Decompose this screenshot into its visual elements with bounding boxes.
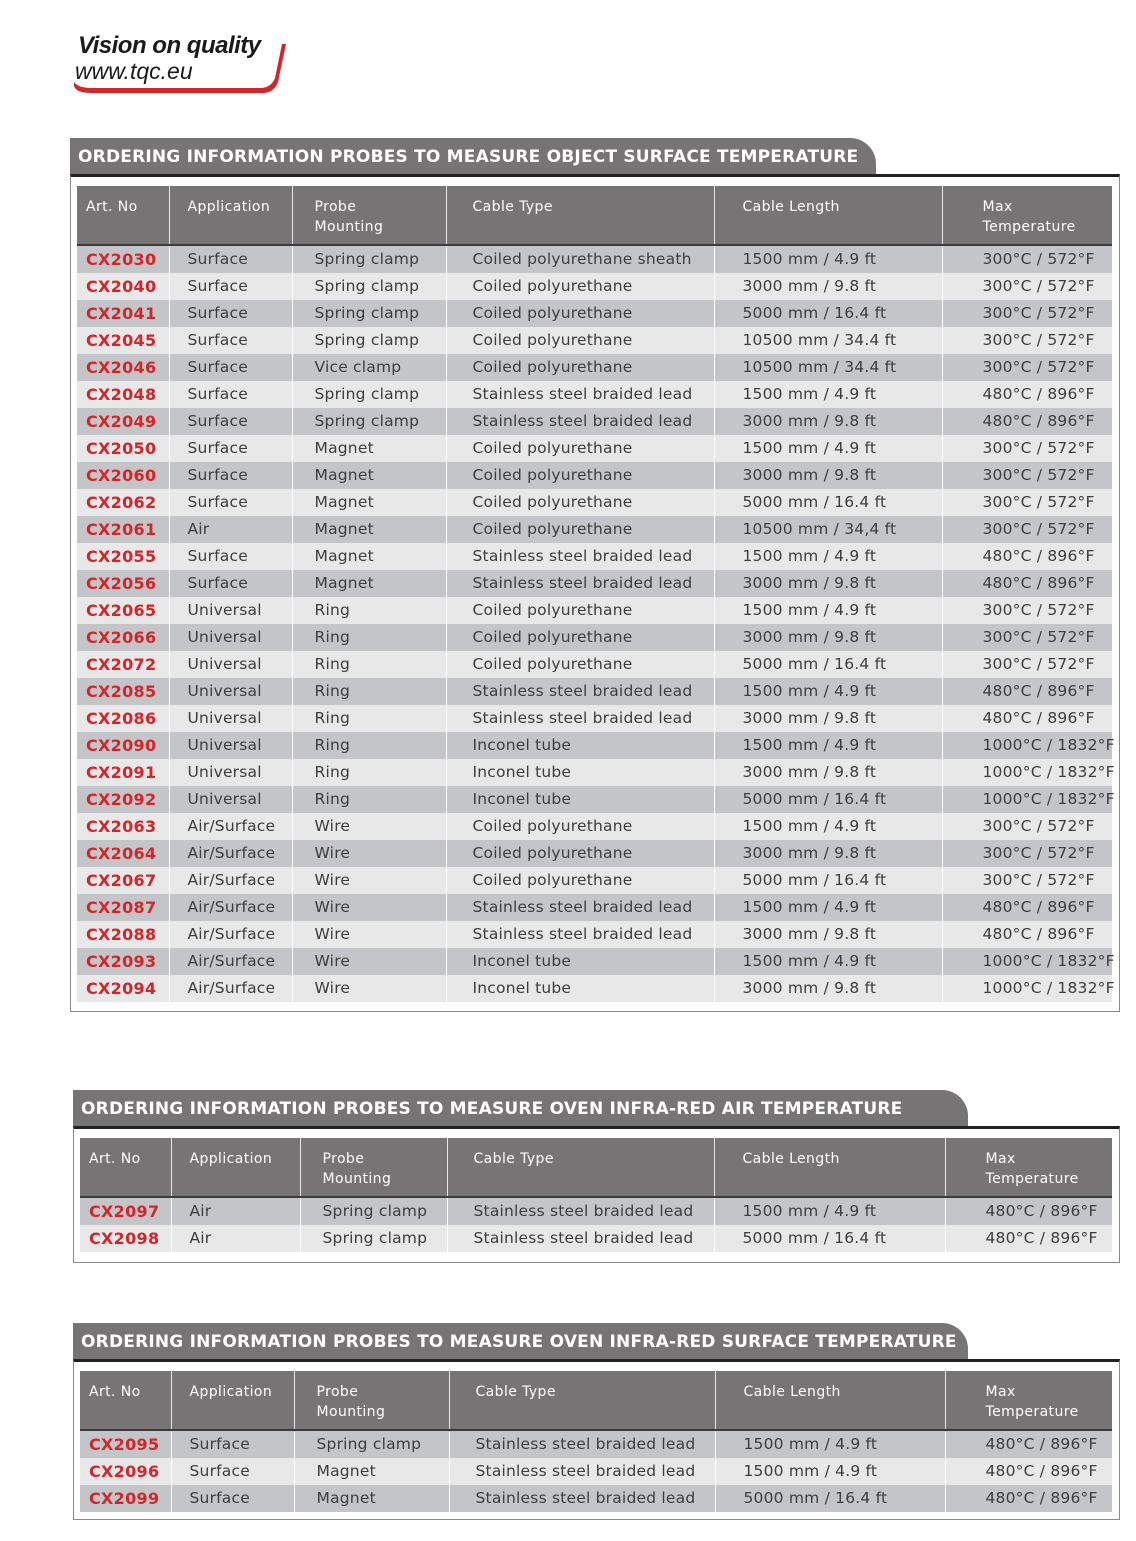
cell-max-temperature: 1000°C / 1832°F: [942, 948, 1112, 975]
column-header-max-temperature: [942, 186, 1112, 245]
section-title: ORDERING INFORMATION PROBES TO MEASURE OVEN INFRA-RED AIR TEMPERATURE: [73, 1090, 968, 1126]
cell-probe-mounting: Spring clamp: [294, 1430, 449, 1458]
cell-max-temperature: 300°C / 572°F: [942, 273, 1112, 300]
cell-probe-mounting: Magnet: [294, 1485, 449, 1512]
column-header-application: [169, 186, 292, 245]
column-header-label: Cable Type: [473, 1151, 554, 1167]
cell-cable-type: Stainless steel braided lead: [446, 408, 714, 435]
cell-cable-type: Coiled polyurethane: [446, 516, 714, 543]
cell-cable-length: 1500 mm / 4.9 ft: [714, 543, 942, 570]
cell-probe-mounting: Ring: [292, 786, 446, 813]
cell-cable-length: 1500 mm / 4.9 ft: [714, 732, 942, 759]
table-row: [77, 300, 1112, 327]
cell-art-no: CX2096: [80, 1458, 171, 1485]
cell-cable-length: 1500 mm / 4.9 ft: [715, 1458, 945, 1485]
cell-max-temperature: 300°C / 572°F: [942, 489, 1112, 516]
cell-cable-type: Inconel tube: [446, 786, 714, 813]
column-header-label: Mounting: [316, 1404, 386, 1420]
cell-cable-type: Stainless steel braided lead: [446, 894, 714, 921]
cell-probe-mounting: Magnet: [292, 543, 446, 570]
cell-probe-mounting: Ring: [292, 624, 446, 651]
cell-cable-type: Stainless steel braided lead: [446, 570, 714, 597]
column-header-probe-mounting: [292, 186, 446, 245]
cell-cable-type: Stainless steel braided lead: [449, 1458, 715, 1485]
table-row: [77, 570, 1112, 597]
column-header-label: Application: [187, 199, 271, 215]
column-header-art-no: [80, 1138, 171, 1197]
ordering-table: [80, 1371, 1112, 1512]
cell-cable-type: Coiled polyurethane: [446, 327, 714, 354]
column-header-label: Temperature: [982, 219, 1076, 235]
cell-max-temperature: 1000°C / 1832°F: [942, 759, 1112, 786]
cell-cable-type: Coiled polyurethane sheath: [446, 245, 714, 273]
column-header-label: Temperature: [985, 1404, 1079, 1420]
cell-cable-length: 1500 mm / 4.9 ft: [714, 245, 942, 273]
cell-max-temperature: 1000°C / 1832°F: [942, 786, 1112, 813]
cell-cable-type: Coiled polyurethane: [446, 624, 714, 651]
cell-cable-type: Coiled polyurethane: [446, 354, 714, 381]
section-title: ORDERING INFORMATION PROBES TO MEASURE OVEN INFRA-RED SURFACE TEMPERATURE: [73, 1323, 968, 1359]
cell-cable-length: 3000 mm / 9.8 ft: [714, 921, 942, 948]
cell-cable-type: Inconel tube: [446, 759, 714, 786]
column-header-label: Probe: [322, 1151, 365, 1167]
cell-cable-type: Stainless steel braided lead: [446, 381, 714, 408]
cell-max-temperature: 480°C / 896°F: [942, 543, 1112, 570]
column-header-application: [171, 1138, 300, 1197]
cell-probe-mounting: Spring clamp: [292, 273, 446, 300]
table-row: [77, 354, 1112, 381]
cell-probe-mounting: Wire: [292, 867, 446, 894]
cell-art-no: CX2063: [77, 813, 169, 840]
cell-max-temperature: 480°C / 896°F: [945, 1485, 1112, 1512]
cell-probe-mounting: Magnet: [292, 435, 446, 462]
cell-cable-length: 5000 mm / 16.4 ft: [714, 1225, 945, 1252]
cell-cable-length: 5000 mm / 16.4 ft: [714, 651, 942, 678]
table-row: [77, 489, 1112, 516]
cell-probe-mounting: Spring clamp: [300, 1225, 447, 1252]
table-row: [80, 1458, 1112, 1485]
table-row: [77, 245, 1112, 273]
cell-application: Air/Surface: [169, 975, 292, 1002]
table-row: [77, 975, 1112, 1002]
cell-probe-mounting: Ring: [292, 759, 446, 786]
cell-probe-mounting: Spring clamp: [292, 381, 446, 408]
cell-max-temperature: 300°C / 572°F: [942, 435, 1112, 462]
cell-art-no: CX2072: [77, 651, 169, 678]
cell-cable-type: Coiled polyurethane: [446, 867, 714, 894]
cell-max-temperature: 480°C / 896°F: [945, 1225, 1112, 1252]
cell-art-no: CX2099: [80, 1485, 171, 1512]
cell-cable-length: 10500 mm / 34.4 ft: [714, 354, 942, 381]
cell-art-no: CX2061: [77, 516, 169, 543]
header-row: [77, 186, 1112, 245]
column-header-art-no: [77, 186, 169, 245]
cell-max-temperature: 1000°C / 1832°F: [942, 732, 1112, 759]
cell-art-no: CX2046: [77, 354, 169, 381]
cell-art-no: CX2098: [80, 1225, 171, 1252]
cell-application: Air/Surface: [169, 840, 292, 867]
cell-max-temperature: 300°C / 572°F: [942, 840, 1112, 867]
cell-probe-mounting: Wire: [292, 840, 446, 867]
cell-art-no: CX2050: [77, 435, 169, 462]
cell-application: Surface: [169, 327, 292, 354]
column-header-probe-mounting: [294, 1371, 449, 1430]
cell-cable-length: 1500 mm / 4.9 ft: [714, 435, 942, 462]
cell-art-no: CX2045: [77, 327, 169, 354]
cell-art-no: CX2040: [77, 273, 169, 300]
table-row: [80, 1430, 1112, 1458]
column-header-label: Cable Type: [475, 1384, 556, 1400]
column-header-label: Probe: [314, 199, 357, 215]
ordering-table: [77, 186, 1115, 1002]
cell-cable-length: 5000 mm / 16.4 ft: [714, 489, 942, 516]
cell-cable-type: Stainless steel braided lead: [446, 678, 714, 705]
cell-cable-type: Coiled polyurethane: [446, 651, 714, 678]
cell-cable-length: 5000 mm / 16.4 ft: [714, 300, 942, 327]
cell-cable-length: 3000 mm / 9.8 ft: [714, 570, 942, 597]
cell-cable-length: 3000 mm / 9.8 ft: [714, 273, 942, 300]
cell-application: Air/Surface: [169, 867, 292, 894]
cell-art-no: CX2066: [77, 624, 169, 651]
cell-art-no: CX2056: [77, 570, 169, 597]
table-row: [80, 1225, 1112, 1252]
cell-cable-type: Coiled polyurethane: [446, 435, 714, 462]
table-frame: [70, 174, 1120, 1012]
tqc-logo: [72, 30, 292, 98]
table-frame: [73, 1126, 1120, 1263]
cell-art-no: CX2088: [77, 921, 169, 948]
table-row: [77, 921, 1112, 948]
cell-probe-mounting: Ring: [292, 732, 446, 759]
cell-max-temperature: 300°C / 572°F: [942, 327, 1112, 354]
table-row: [77, 786, 1112, 813]
cell-max-temperature: 480°C / 896°F: [945, 1458, 1112, 1485]
cell-application: Air/Surface: [169, 921, 292, 948]
cell-cable-length: 10500 mm / 34.4 ft: [714, 327, 942, 354]
cell-application: Universal: [169, 786, 292, 813]
cell-cable-type: Coiled polyurethane: [446, 273, 714, 300]
cell-art-no: CX2049: [77, 408, 169, 435]
logo-url: www.tqc.eu: [75, 58, 193, 84]
cell-application: Air: [171, 1225, 300, 1252]
column-header-cable-length: [715, 1371, 945, 1430]
cell-application: Universal: [169, 759, 292, 786]
column-header-max-temperature: [945, 1371, 1112, 1430]
column-header-label: Cable Length: [743, 1384, 841, 1400]
column-header-cable-type: [449, 1371, 715, 1430]
cell-probe-mounting: Spring clamp: [292, 327, 446, 354]
logo-tagline: Vision on quality: [78, 32, 261, 59]
cell-max-temperature: 480°C / 896°F: [942, 894, 1112, 921]
table-row: [80, 1485, 1112, 1512]
cell-application: Surface: [169, 273, 292, 300]
cell-art-no: CX2094: [77, 975, 169, 1002]
table-row: [77, 894, 1112, 921]
cell-probe-mounting: Wire: [292, 813, 446, 840]
cell-application: Air/Surface: [169, 948, 292, 975]
cell-cable-length: 3000 mm / 9.8 ft: [714, 975, 942, 1002]
cell-max-temperature: 480°C / 896°F: [945, 1197, 1112, 1225]
column-header-label: Max: [985, 1151, 1016, 1167]
cell-application: Surface: [169, 570, 292, 597]
cell-application: Universal: [169, 651, 292, 678]
table-row: [77, 462, 1112, 489]
table-row: [77, 327, 1112, 354]
column-header-cable-type: [446, 186, 714, 245]
cell-max-temperature: 300°C / 572°F: [942, 245, 1112, 273]
table-frame: [73, 1359, 1120, 1520]
cell-application: Surface: [169, 354, 292, 381]
cell-probe-mounting: Ring: [292, 678, 446, 705]
column-header-label: Mounting: [314, 219, 384, 235]
cell-cable-length: 1500 mm / 4.9 ft: [714, 1197, 945, 1225]
cell-cable-length: 10500 mm / 34,4 ft: [714, 516, 942, 543]
table-row: [77, 273, 1112, 300]
cell-cable-type: Stainless steel braided lead: [447, 1225, 714, 1252]
cell-probe-mounting: Magnet: [292, 516, 446, 543]
cell-cable-length: 1500 mm / 4.9 ft: [714, 813, 942, 840]
cell-cable-type: Stainless steel braided lead: [449, 1430, 715, 1458]
cell-cable-length: 3000 mm / 9.8 ft: [714, 408, 942, 435]
cell-application: Air: [169, 516, 292, 543]
cell-cable-length: 1500 mm / 4.9 ft: [714, 678, 942, 705]
column-header-label: Cable Length: [742, 1151, 840, 1167]
cell-max-temperature: 480°C / 896°F: [942, 705, 1112, 732]
cell-max-temperature: 300°C / 572°F: [942, 462, 1112, 489]
cell-cable-length: 1500 mm / 4.9 ft: [714, 948, 942, 975]
column-header-label: Probe: [316, 1384, 359, 1400]
cell-max-temperature: 480°C / 896°F: [942, 678, 1112, 705]
cell-art-no: CX2055: [77, 543, 169, 570]
cell-max-temperature: 300°C / 572°F: [942, 813, 1112, 840]
cell-probe-mounting: Magnet: [292, 570, 446, 597]
section-title: ORDERING INFORMATION PROBES TO MEASURE OBJECT SURFACE TEMPERATURE: [70, 138, 876, 174]
cell-cable-length: 3000 mm / 9.8 ft: [714, 624, 942, 651]
cell-probe-mounting: Wire: [292, 975, 446, 1002]
cell-art-no: CX2085: [77, 678, 169, 705]
cell-application: Air/Surface: [169, 894, 292, 921]
cell-cable-length: 1500 mm / 4.9 ft: [715, 1430, 945, 1458]
table-row: [77, 678, 1112, 705]
table-row: [77, 732, 1112, 759]
table-row: [77, 867, 1112, 894]
cell-max-temperature: 300°C / 572°F: [942, 867, 1112, 894]
cell-application: Surface: [169, 489, 292, 516]
table-row: [77, 435, 1112, 462]
cell-application: Universal: [169, 678, 292, 705]
column-header-probe-mounting: [300, 1138, 447, 1197]
section-oven-surface: [73, 1323, 1120, 1519]
cell-cable-type: Coiled polyurethane: [446, 489, 714, 516]
cell-cable-length: 5000 mm / 16.4 ft: [715, 1485, 945, 1512]
cell-application: Air/Surface: [169, 813, 292, 840]
cell-application: Universal: [169, 597, 292, 624]
cell-art-no: CX2060: [77, 462, 169, 489]
cell-cable-type: Stainless steel braided lead: [446, 921, 714, 948]
column-header-cable-length: [714, 1138, 945, 1197]
cell-art-no: CX2092: [77, 786, 169, 813]
cell-max-temperature: 480°C / 896°F: [942, 570, 1112, 597]
table-row: [77, 840, 1112, 867]
header-row: [80, 1138, 1112, 1197]
cell-max-temperature: 480°C / 896°F: [942, 921, 1112, 948]
table-row: [80, 1197, 1112, 1225]
cell-art-no: CX2086: [77, 705, 169, 732]
cell-probe-mounting: Magnet: [292, 489, 446, 516]
cell-application: Universal: [169, 624, 292, 651]
table-row: [77, 381, 1112, 408]
cell-max-temperature: 480°C / 896°F: [945, 1430, 1112, 1458]
cell-probe-mounting: Vice clamp: [292, 354, 446, 381]
table-row: [77, 705, 1112, 732]
cell-application: Surface: [169, 245, 292, 273]
cell-probe-mounting: Spring clamp: [292, 245, 446, 273]
cell-art-no: CX2065: [77, 597, 169, 624]
cell-cable-type: Coiled polyurethane: [446, 300, 714, 327]
cell-cable-length: 3000 mm / 9.8 ft: [714, 462, 942, 489]
cell-art-no: CX2095: [80, 1430, 171, 1458]
column-header-label: Art. No: [89, 1384, 141, 1400]
column-header-label: Temperature: [985, 1171, 1079, 1187]
cell-cable-type: Coiled polyurethane: [446, 813, 714, 840]
cell-application: Surface: [169, 543, 292, 570]
column-header-label: Cable Length: [742, 199, 840, 215]
cell-cable-type: Stainless steel braided lead: [447, 1197, 714, 1225]
cell-cable-length: 1500 mm / 4.9 ft: [714, 381, 942, 408]
cell-cable-length: 3000 mm / 9.8 ft: [714, 705, 942, 732]
cell-art-no: CX2097: [80, 1197, 171, 1225]
column-header-application: [171, 1371, 294, 1430]
cell-max-temperature: 300°C / 572°F: [942, 300, 1112, 327]
cell-probe-mounting: Spring clamp: [292, 300, 446, 327]
cell-max-temperature: 1000°C / 1832°F: [942, 975, 1112, 1002]
cell-art-no: CX2048: [77, 381, 169, 408]
cell-max-temperature: 300°C / 572°F: [942, 624, 1112, 651]
cell-application: Surface: [169, 408, 292, 435]
cell-max-temperature: 480°C / 896°F: [942, 408, 1112, 435]
table-row: [77, 624, 1112, 651]
cell-cable-type: Stainless steel braided lead: [446, 543, 714, 570]
cell-max-temperature: 300°C / 572°F: [942, 516, 1112, 543]
column-header-cable-length: [714, 186, 942, 245]
cell-art-no: CX2091: [77, 759, 169, 786]
column-header-label: Application: [189, 1151, 273, 1167]
cell-application: Surface: [171, 1458, 294, 1485]
cell-max-temperature: 300°C / 572°F: [942, 354, 1112, 381]
cell-application: Surface: [169, 300, 292, 327]
table-row: [77, 516, 1112, 543]
column-header-max-temperature: [945, 1138, 1112, 1197]
cell-cable-type: Inconel tube: [446, 948, 714, 975]
cell-application: Surface: [169, 381, 292, 408]
cell-art-no: CX2030: [77, 245, 169, 273]
column-header-art-no: [80, 1371, 171, 1430]
table-row: [77, 759, 1112, 786]
cell-art-no: CX2041: [77, 300, 169, 327]
table-row: [77, 813, 1112, 840]
cell-cable-length: 3000 mm / 9.8 ft: [714, 759, 942, 786]
cell-probe-mounting: Magnet: [294, 1458, 449, 1485]
cell-probe-mounting: Wire: [292, 921, 446, 948]
column-header-label: Max: [985, 1384, 1016, 1400]
cell-art-no: CX2064: [77, 840, 169, 867]
cell-cable-type: Coiled polyurethane: [446, 840, 714, 867]
table-row: [77, 408, 1112, 435]
table-row: [77, 651, 1112, 678]
section-object-surface: [70, 138, 1120, 1011]
cell-probe-mounting: Ring: [292, 651, 446, 678]
cell-max-temperature: 300°C / 572°F: [942, 597, 1112, 624]
cell-cable-length: 3000 mm / 9.8 ft: [714, 840, 942, 867]
cell-probe-mounting: Wire: [292, 894, 446, 921]
cell-art-no: CX2062: [77, 489, 169, 516]
cell-cable-length: 5000 mm / 16.4 ft: [714, 786, 942, 813]
cell-cable-length: 1500 mm / 4.9 ft: [714, 597, 942, 624]
table-row: [77, 597, 1112, 624]
cell-probe-mounting: Ring: [292, 705, 446, 732]
cell-application: Air: [171, 1197, 300, 1225]
column-header-label: Art. No: [86, 199, 138, 215]
cell-cable-length: 5000 mm / 16.4 ft: [714, 867, 942, 894]
cell-cable-type: Coiled polyurethane: [446, 597, 714, 624]
cell-probe-mounting: Spring clamp: [292, 408, 446, 435]
cell-probe-mounting: Spring clamp: [300, 1197, 447, 1225]
cell-max-temperature: 300°C / 572°F: [942, 651, 1112, 678]
cell-application: Surface: [171, 1430, 294, 1458]
cell-cable-length: 1500 mm / 4.9 ft: [714, 894, 942, 921]
cell-application: Surface: [169, 462, 292, 489]
table-row: [77, 948, 1112, 975]
cell-application: Universal: [169, 732, 292, 759]
cell-cable-type: Stainless steel braided lead: [449, 1485, 715, 1512]
ordering-table: [80, 1138, 1112, 1252]
cell-art-no: CX2067: [77, 867, 169, 894]
column-header-label: Application: [189, 1384, 273, 1400]
column-header-cable-type: [447, 1138, 714, 1197]
cell-cable-type: Inconel tube: [446, 732, 714, 759]
cell-cable-type: Coiled polyurethane: [446, 462, 714, 489]
table-row: [77, 543, 1112, 570]
column-header-label: Cable Type: [472, 199, 553, 215]
cell-cable-type: Inconel tube: [446, 975, 714, 1002]
cell-probe-mounting: Ring: [292, 597, 446, 624]
cell-art-no: CX2087: [77, 894, 169, 921]
cell-max-temperature: 480°C / 896°F: [942, 381, 1112, 408]
cell-art-no: CX2090: [77, 732, 169, 759]
cell-application: Universal: [169, 705, 292, 732]
section-oven-air: [73, 1090, 1120, 1262]
column-header-label: Mounting: [322, 1171, 392, 1187]
header-row: [80, 1371, 1112, 1430]
cell-application: Surface: [169, 435, 292, 462]
column-header-label: Art. No: [89, 1151, 141, 1167]
cell-art-no: CX2093: [77, 948, 169, 975]
column-header-label: Max: [982, 199, 1013, 215]
cell-probe-mounting: Magnet: [292, 462, 446, 489]
cell-application: Surface: [171, 1485, 294, 1512]
cell-probe-mounting: Wire: [292, 948, 446, 975]
cell-cable-type: Stainless steel braided lead: [446, 705, 714, 732]
